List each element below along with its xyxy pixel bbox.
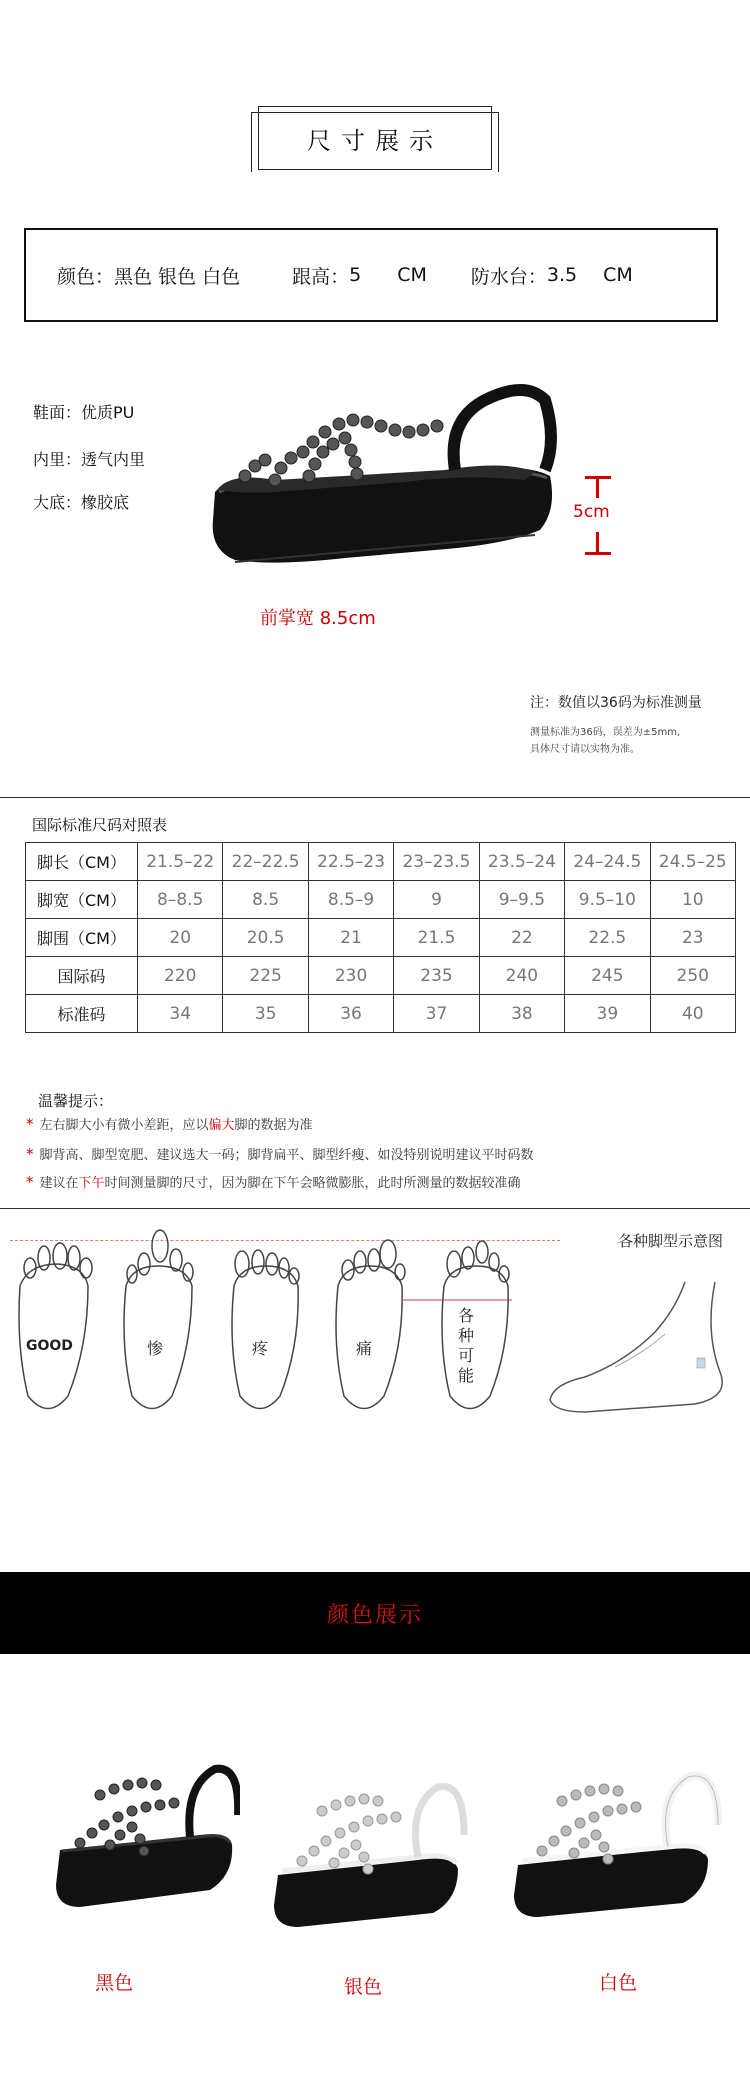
star-icon: * <box>26 1173 34 1191</box>
table-cell: 39 <box>565 995 650 1033</box>
foot-label-pain: 痛 <box>356 1339 373 1358</box>
divider <box>0 1208 750 1209</box>
table-row <box>26 957 736 995</box>
table-cell: 22.5 <box>565 919 650 957</box>
table-cell: 8.5–9 <box>308 881 393 919</box>
foot-label-various: 各种可能 <box>458 1306 475 1385</box>
table-cell: 21.5 <box>394 919 479 957</box>
platform-value: 3.5 <box>546 264 578 286</box>
table-cell: 250 <box>650 957 735 995</box>
tip-3: * 建议在下午时间测量脚的尺寸，因为脚在下午会略微膨胀，此时所测量的数据较准确 <box>26 1173 521 1191</box>
table-cell: 230 <box>308 957 393 995</box>
table-cell: 34 <box>138 995 223 1033</box>
table-cell: 40 <box>650 995 735 1033</box>
sandal-black-image <box>40 1755 240 1920</box>
tip-1: * 左右脚大小有微小差距，应以偏大脚的数据为准 <box>26 1115 313 1133</box>
divider <box>0 797 750 798</box>
table-cell: 23 <box>650 919 735 957</box>
table-cell: 240 <box>479 957 564 995</box>
table-cell: 245 <box>565 957 650 995</box>
spec-box <box>24 228 718 322</box>
material-sole: 大底：橡胶底 <box>33 493 130 512</box>
table-row <box>26 881 736 919</box>
table-cell: 24–24.5 <box>565 843 650 881</box>
table-cell: 21.5–22 <box>138 843 223 881</box>
table-cell: 23.5–24 <box>479 843 564 881</box>
heel-value: 5 <box>349 264 362 286</box>
color-label: 颜色： <box>57 265 115 288</box>
table-cell: 10 <box>650 881 735 919</box>
color-value: 黑色 银色 白色 <box>114 265 241 288</box>
platform-unit: CM <box>603 264 633 286</box>
table-cell: 9–9.5 <box>479 881 564 919</box>
table-row <box>26 995 736 1033</box>
table-cell: 20.5 <box>223 919 308 957</box>
table-cell: 38 <box>479 995 564 1033</box>
table-cell: 22.5–23 <box>308 843 393 881</box>
color-section-banner <box>0 1572 750 1654</box>
star-icon: * <box>26 1145 34 1163</box>
table-cell: 35 <box>223 995 308 1033</box>
color-label-black: 黑色 <box>94 1972 133 1994</box>
star-icon: * <box>26 1115 34 1133</box>
table-cell: 20 <box>138 919 223 957</box>
platform-label: 防水台： <box>470 265 547 288</box>
color-section-title: 颜色展示 <box>326 1602 423 1628</box>
page-title: 尺寸展示 <box>258 106 492 170</box>
table-cell: 23–23.5 <box>394 843 479 881</box>
side-foot-sketch <box>545 1272 745 1422</box>
table-cell: 8–8.5 <box>138 881 223 919</box>
row-header: 国际码 <box>26 957 138 995</box>
color-label-white: 白色 <box>598 1972 637 1994</box>
row-header: 标准码 <box>26 995 138 1033</box>
table-cell: 36 <box>308 995 393 1033</box>
size-table-title: 国际标准尺码对照表 <box>32 816 168 834</box>
foot-types-title: 各种脚型示意图 <box>618 1232 724 1250</box>
table-cell: 22 <box>479 919 564 957</box>
tips-title: 温馨提示： <box>38 1092 114 1110</box>
measure-note: 注：数值以36码为标准测量 <box>530 695 702 711</box>
height-marker-stem-bottom <box>596 532 599 554</box>
forefoot-width: 前掌宽 8.5cm <box>260 608 376 629</box>
table-cell: 225 <box>223 957 308 995</box>
table-cell: 22–22.5 <box>223 843 308 881</box>
table-cell: 21 <box>308 919 393 957</box>
table-cell: 8.5 <box>223 881 308 919</box>
material-upper: 鞋面：优质PU <box>33 403 135 422</box>
table-row <box>26 919 736 957</box>
height-marker-stem-top <box>596 476 599 498</box>
table-cell: 9.5–10 <box>565 881 650 919</box>
color-label-silver: 银色 <box>343 1976 382 1998</box>
height-label: 5cm <box>573 502 610 522</box>
foot-label-sore: 疼 <box>252 1339 269 1358</box>
row-header: 脚长（CM） <box>26 843 138 881</box>
table-cell: 235 <box>394 957 479 995</box>
measure-note-line1: 测量标准为36码，误差为±5mm, <box>530 727 681 738</box>
heel-label: 跟高： <box>292 265 350 288</box>
table-cell: 220 <box>138 957 223 995</box>
table-cell: 37 <box>394 995 479 1033</box>
heel-unit: CM <box>397 264 427 286</box>
material-lining: 内里：透气内里 <box>33 450 146 469</box>
row-header: 脚围（CM） <box>26 919 138 957</box>
measure-note-line2: 具体尺寸请以实物为准。 <box>530 744 640 755</box>
size-table <box>25 842 736 1033</box>
table-cell: 24.5–25 <box>650 843 735 881</box>
foot-label-good: GOOD <box>26 1338 73 1354</box>
sandal-white-image <box>508 1755 728 1920</box>
height-marker-bottom <box>585 552 611 555</box>
sandal-product-image <box>205 380 560 580</box>
tip-2: * 脚背高、脚型宽肥、建议选大一码；脚背扁平、脚型纤瘦、如没特别说明建议平时码数 <box>26 1145 534 1163</box>
foot-label-miserable: 惨 <box>147 1339 164 1358</box>
table-cell: 9 <box>394 881 479 919</box>
table-row <box>26 843 736 881</box>
row-header: 脚宽（CM） <box>26 881 138 919</box>
sandal-silver-image <box>268 1765 468 1930</box>
foot-outlines <box>8 1226 528 1426</box>
